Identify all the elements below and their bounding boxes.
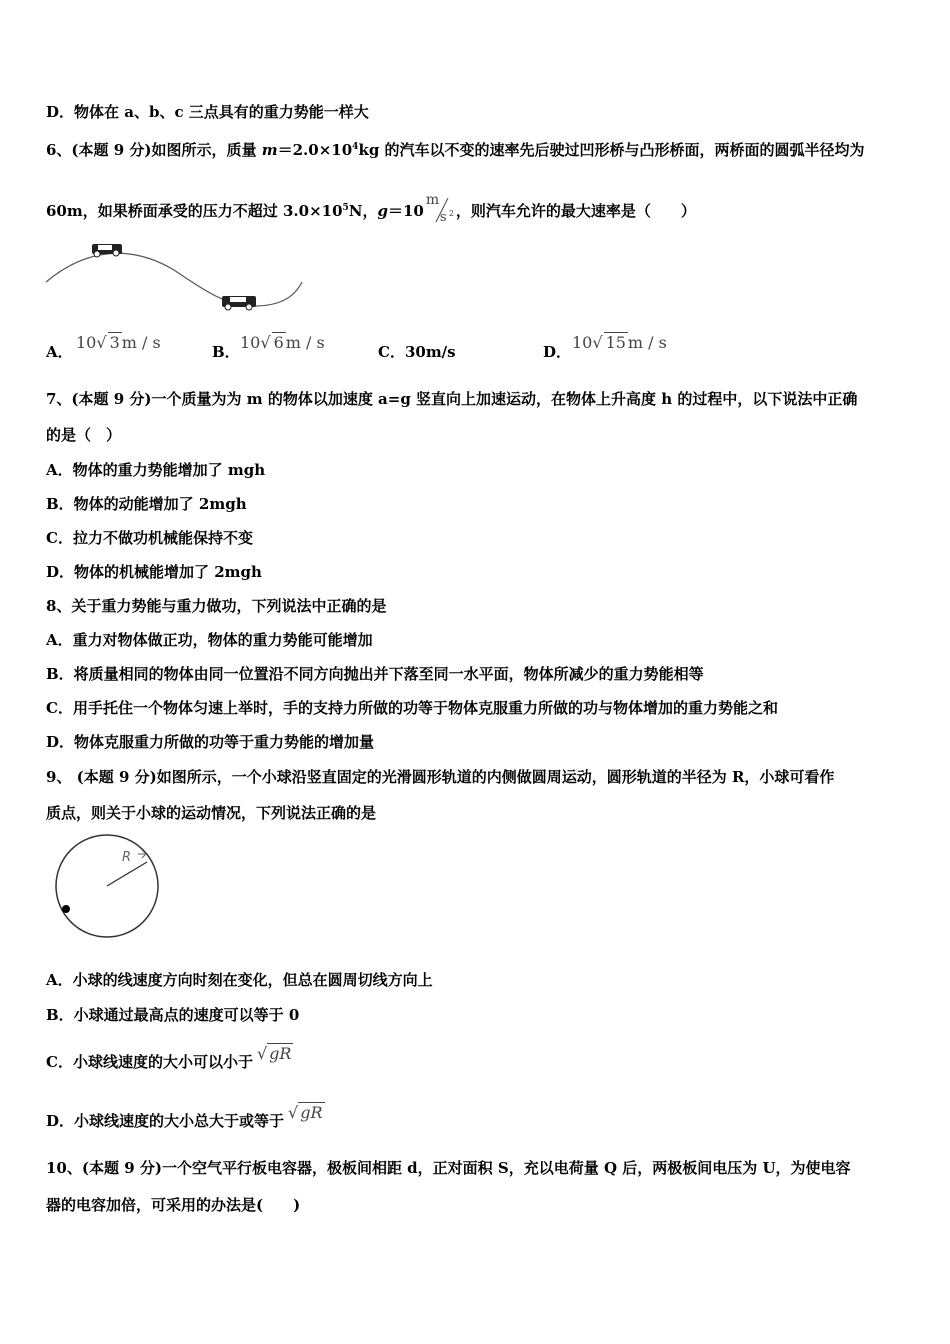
q6-b-unit: m / s	[285, 333, 325, 352]
q7-option-a[interactable]: A．物体的重力势能增加了 mgh	[46, 461, 266, 479]
ball	[62, 905, 70, 913]
q6-mass-value: ＝2.0×10	[277, 141, 353, 159]
q7-option-c[interactable]: C．拉力不做功机械能保持不变	[46, 529, 253, 547]
q8-stem: 8、关于重力势能与重力做功，下列说法中正确的是	[46, 597, 387, 615]
q10-stem-line1: 10、(本题 9 分)一个空气平行板电容器，极板间相距 d，正对面积 S，充以电荷量 Q 后，两极板间电压为 U，为使电容	[46, 1159, 851, 1177]
q9-option-c-text: C．小球线速度的大小可以小于	[46, 1053, 253, 1071]
q6-d-unit: m / s	[627, 333, 667, 352]
q7-stem-line1: 7、(本题 9 分)一个质量为为 m 的物体以加速度 a=g 竖直向上加速运动，在物体上升高度 h 的过程中，以下说法中正确	[46, 390, 858, 408]
car-bottom-icon	[222, 296, 256, 310]
q6-stem-question: ，则汽车允许的最大速率是（ ）	[455, 202, 696, 220]
q6-option-a[interactable]	[46, 342, 73, 362]
q9-option-a[interactable]: A．小球的线速度方向时刻在变化，但总在圆周切线方向上	[46, 971, 433, 989]
q8-option-c[interactable]: C．用手托住一个物体匀速上举时，手的支持力所做的功等于物体克服重力所做的功与物体增加的重力势能之和	[46, 699, 778, 717]
q9-option-d-text: D．小球线速度的大小总大于或等于	[46, 1112, 285, 1130]
q6-stem-line1	[46, 137, 865, 160]
q6-mass-exponent: 4	[352, 142, 359, 152]
q9-option-d[interactable]	[46, 1103, 325, 1131]
q6-mass-variable: m	[261, 141, 278, 159]
q7-option-d[interactable]: D．物体的机械能增加了 2mgh	[46, 563, 262, 581]
q6-d-coef: 10	[572, 333, 593, 352]
q6-option-d-label: D．	[543, 343, 572, 361]
q6-force-unit: N，	[348, 202, 378, 220]
q5-option-d: D．物体在 a、b、c 三点具有的重力势能一样大	[46, 103, 369, 121]
q6-d-sqrt: √ 15	[592, 333, 626, 352]
q6-a-unit: m / s	[121, 333, 161, 352]
q9-circle-figure	[52, 834, 164, 942]
q6-stem-suffix: kg 的汽车以不变的速率先后驶过凹形桥与凸形桥面，两桥面的圆弧半径均为	[358, 141, 865, 159]
q6-unit-numerator: m	[425, 192, 440, 208]
q6-b-sqrt: √ 6	[260, 333, 284, 352]
q9-d-radicand: gR	[300, 1103, 323, 1122]
q7-stem-line2: 的是（ ）	[46, 426, 122, 444]
q6-force-exponent: 5	[342, 203, 349, 213]
q9-option-b[interactable]: B．小球通过最高点的速度可以等于 0	[46, 1006, 300, 1024]
q6-g-value: ＝10	[388, 202, 424, 220]
q8-option-d[interactable]: D．物体克服重力所做的功等于重力势能的增加量	[46, 733, 375, 751]
q6-radius-text: 60m，如果桥面承受的压力不超过 3.0×10	[46, 202, 343, 220]
car-top-icon	[92, 244, 122, 257]
bridge-curve	[46, 253, 302, 306]
q9-stem-line2: 质点，则关于小球的运动情况，下列说法正确的是	[46, 804, 377, 822]
q9-stem-line1: 9、 (本题 9 分)如图所示，一个小球沿竖直固定的光滑圆形轨道的内侧做圆周运动，圆形轨道的半径为 R，小球可看作	[46, 768, 835, 786]
q6-bridge-figure	[44, 236, 306, 316]
q6-option-d-formula	[572, 332, 667, 353]
q6-d-radicand: 15	[605, 333, 626, 352]
q6-stem-line2	[46, 192, 696, 225]
q6-b-coef: 10	[240, 333, 261, 352]
q9-d-sqrt: √ gR	[288, 1103, 323, 1122]
q6-option-b-formula	[240, 332, 325, 353]
q6-option-a-label: A．	[46, 343, 73, 361]
q6-option-c[interactable]: C．30m/s	[378, 343, 456, 361]
radius-label: R	[122, 850, 132, 865]
q10-stem-line2: 器的电容加倍，可采用的办法是( )	[46, 1196, 301, 1214]
q6-unit-denominator: s	[439, 210, 447, 225]
q6-unit-den-exponent: 2	[448, 209, 454, 218]
q9-option-c[interactable]	[46, 1044, 293, 1072]
q6-option-b-label: B．	[212, 343, 240, 361]
q9-c-radicand: gR	[269, 1044, 292, 1063]
q9-c-sqrt: √ gR	[256, 1044, 292, 1063]
q8-option-a[interactable]: A．重力对物体做正功，物体的重力势能可能增加	[46, 631, 373, 649]
q6-b-radicand: 6	[273, 333, 284, 352]
q6-g-variable: g	[377, 202, 388, 220]
q6-a-radicand: 3	[109, 333, 120, 352]
q6-a-sqrt: √ 3	[96, 333, 120, 352]
q6-option-a-formula	[76, 332, 161, 353]
q6-option-b[interactable]	[212, 342, 240, 362]
q6-stem-prefix: 6、(本题 9 分)如图所示，质量	[46, 141, 262, 159]
q6-g-unit-fraction	[424, 192, 456, 225]
q6-a-coef: 10	[76, 333, 97, 352]
q6-option-d[interactable]	[543, 342, 571, 362]
radius-line	[107, 862, 147, 886]
q7-option-b[interactable]: B．物体的动能增加了 2mgh	[46, 495, 247, 513]
q8-option-b[interactable]: B．将质量相同的物体由同一位置沿不同方向抛出并下落至同一水平面，物体所减少的重力势能相等	[46, 665, 704, 683]
